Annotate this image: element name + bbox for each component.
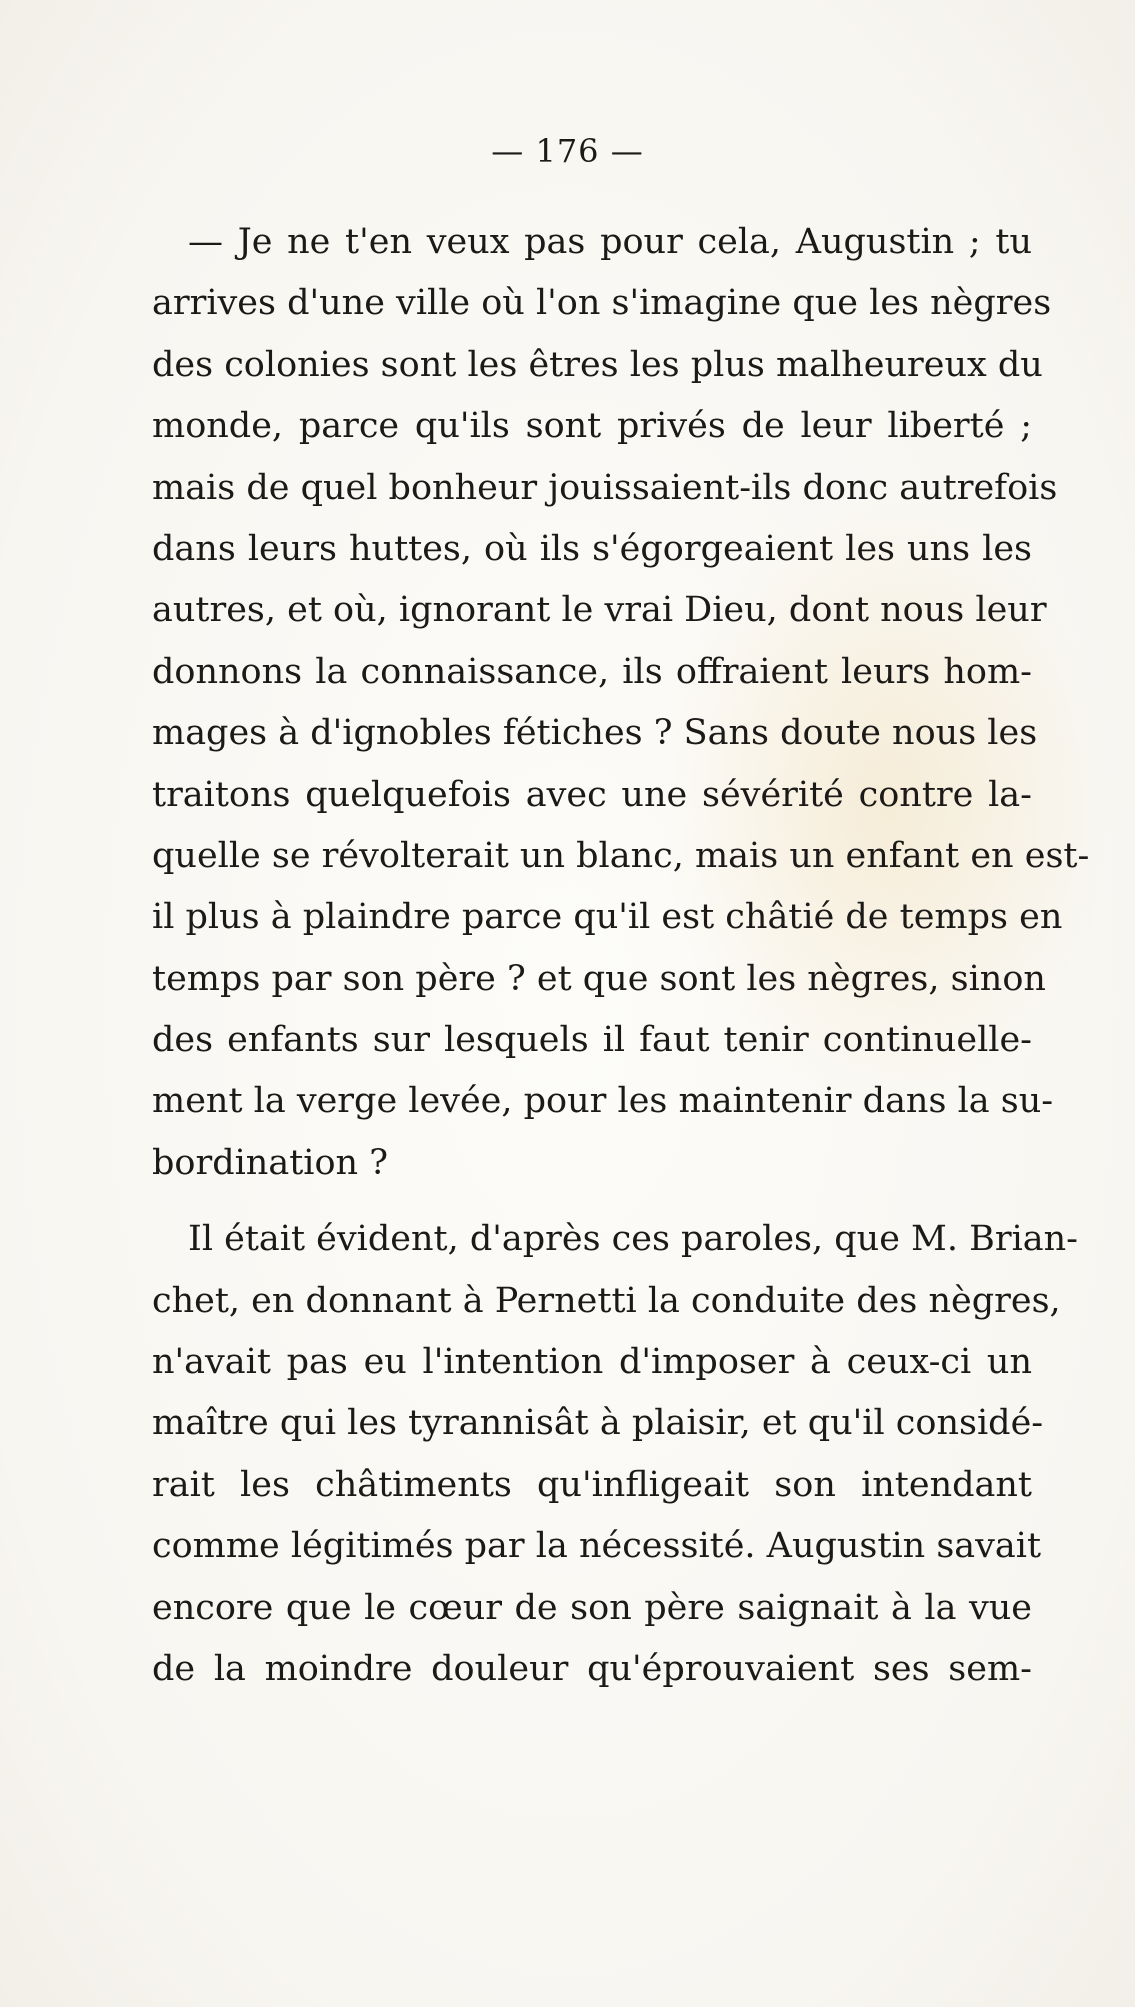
text-line: quelle se révolterait un blanc, mais un enfant en est- [152, 835, 1090, 876]
text-line: autres, et où, ignorant le vrai Dieu, dont nous leur [152, 590, 1047, 631]
body-text [152, 212, 1090, 1700]
paragraph-2 [152, 1209, 1079, 1700]
text-line: donnons la connaissance, ils offraient leurs hom- [152, 651, 1032, 692]
text-line: comme légitimés par la nécessité. Augustin savait [152, 1526, 1042, 1567]
text-line: bordination ? [152, 1142, 388, 1183]
paragraph-1 [152, 212, 1090, 1194]
text-line: ment la verge levée, pour les maintenir dans la su- [152, 1081, 1054, 1122]
text-line: encore que le cœur de son père saignait à la vue [152, 1587, 1032, 1628]
text-line: arrives d'une ville où l'on s'imagine que les nègres [152, 283, 1052, 324]
text-line: rait les châtiments qu'infligeait son intendant [152, 1464, 1032, 1505]
text-line: de la moindre douleur qu'éprouvaient ses sem- [152, 1648, 1032, 1689]
text-line: chet, en donnant à Pernetti la conduite des nègres, [152, 1280, 1061, 1321]
text-line: des colonies sont les êtres les plus malheureux du [152, 344, 1043, 385]
text-line: — Je ne t'en veux pas pour cela, Augustin ; tu [188, 222, 1032, 262]
text-line: temps par son père ? et que sont les nègres, sinon [152, 958, 1046, 999]
paragraph-gap [152, 1194, 1032, 1209]
text-line: maître qui les tyrannisât à plaisir, et qu'il considé- [152, 1403, 1044, 1444]
text-line: dans leurs huttes, où ils s'égorgeaient les uns les [152, 528, 1032, 569]
text-line: mages à d'ignobles fétiches ? Sans doute nous les [152, 713, 1038, 754]
text-line: Il était évident, d'après ces paroles, que M. Brian- [188, 1219, 1079, 1260]
text-line: il plus à plaindre parce qu'il est châtié de temps en [152, 897, 1063, 938]
text-line: des enfants sur lesquels il faut tenir continuelle- [152, 1020, 1032, 1061]
text-line: mais de quel bonheur jouissaient-ils donc autrefois [152, 467, 1058, 508]
page-number: — 176 — [491, 132, 644, 170]
text-line: traitons quelquefois avec une sévérité contre la- [152, 774, 1032, 815]
text-line: monde, parce qu'ils sont privés de leur liberté ; [152, 406, 1032, 447]
text-line: n'avait pas eu l'intention d'imposer à ceux-ci un [152, 1342, 1032, 1383]
